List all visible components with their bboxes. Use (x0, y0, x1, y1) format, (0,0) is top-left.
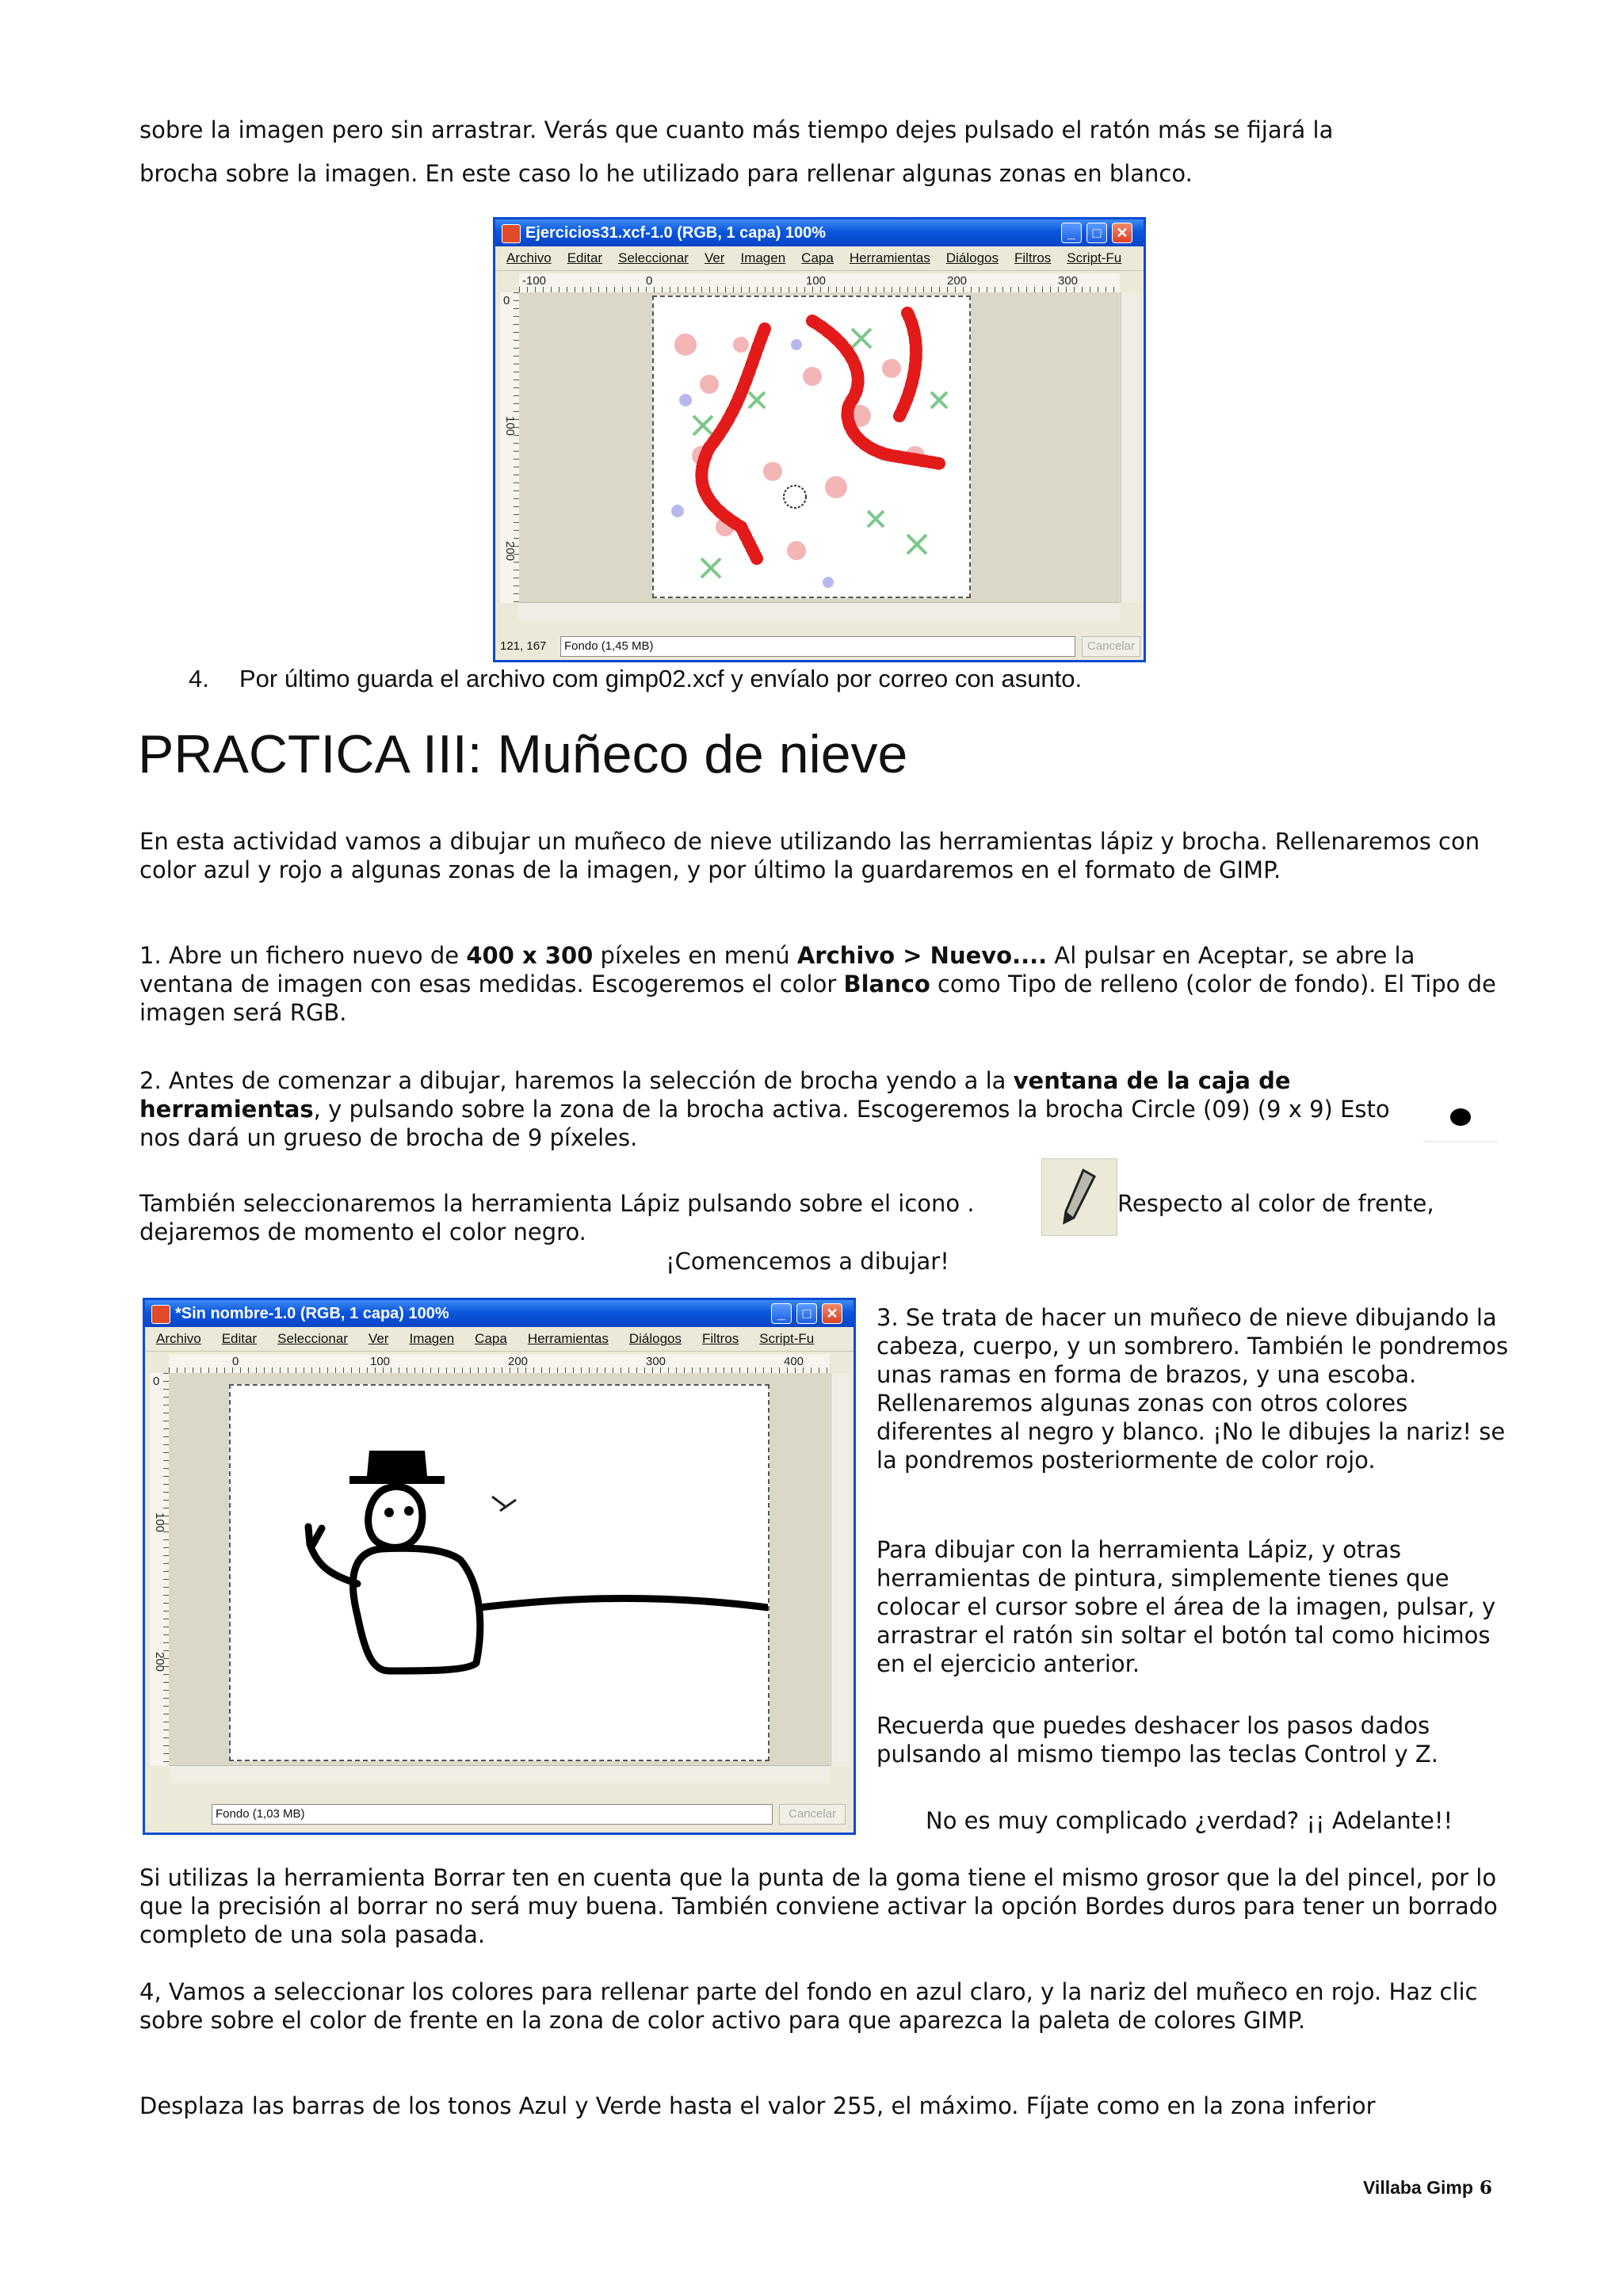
menu-herramientas[interactable]: Herramientas (527, 1331, 609, 1346)
pencil-howto-paragraph: Para dibujar con la herramienta Lápiz, y otras herramientas de pintura, simplemente tienes que colocar el cursor sobre el área de la imagen, pulsar, y arrastrar el ratón sin soltar el botón tal como hicimos en el ejercicio anterior. (876, 1536, 1496, 1677)
page-number: 6 (1479, 2177, 1492, 2199)
ruler-label: 400 (784, 1355, 804, 1368)
menu-capa[interactable]: Capa (801, 250, 834, 265)
minimize-icon[interactable]: _ (1061, 223, 1082, 243)
ruler-label: 100 (153, 1512, 166, 1533)
window-titlebar (495, 219, 1144, 246)
image-canvas-snowman[interactable] (229, 1384, 769, 1761)
vertical-scrollbar[interactable] (1121, 292, 1139, 603)
prev-step-text: Por último guarda el archivo com gimp02.xcf y envíalo por correo con asunto. (239, 665, 1083, 692)
menu-archivo[interactable]: Archivo (156, 1331, 201, 1346)
footer-label: Villaba Gimp (1363, 2177, 1473, 2198)
menu-imagen[interactable]: Imagen (740, 250, 786, 265)
menu-script-fu[interactable]: Script-Fu (1067, 250, 1122, 265)
step-1-text: píxeles en menú (593, 942, 797, 969)
step-1-text: Al pulsar en Aceptar, se abre la ventana de imagen con esas medidas. Escogeremos el color (139, 942, 1415, 997)
menu-seleccionar[interactable]: Seleccionar (277, 1331, 348, 1346)
ruler-label: 300 (1058, 274, 1079, 288)
step-4-paragraph: 4, Vamos a seleccionar los colores para rellenar parte del fondo en azul claro, y la nariz del muñeco en rojo. Haz clic sobre sobre el color de frente en la zona de color activo para que aparezca la paleta de colores GIMP. (139, 1978, 1478, 2034)
menu-dialogos[interactable]: Diálogos (628, 1331, 682, 1346)
step-1-fill-color: Blanco (843, 971, 930, 997)
menu-seleccionar[interactable]: Seleccionar (618, 250, 689, 265)
menu-ver[interactable]: Ver (704, 250, 725, 265)
step-2-paragraph (139, 1066, 1415, 1152)
cancel-button[interactable]: Cancelar (779, 1804, 846, 1825)
page-title: PRACTICA III: Muñeco de nieve (138, 724, 908, 784)
pencil-tool-icon[interactable] (1041, 1158, 1117, 1236)
minimize-icon[interactable]: _ (771, 1303, 792, 1324)
step-1-text: 1. Abre un fichero nuevo de (139, 942, 467, 969)
ruler-label: 100 (806, 274, 827, 288)
vertical-scrollbar[interactable] (831, 1373, 849, 1766)
undo-tip-paragraph: Recuerda que puedes deshacer los pasos dados pulsando al mismo tiempo las teclas Control y Z. (876, 1712, 1439, 1768)
canvas-area[interactable] (169, 1373, 830, 1766)
gimp-app-icon (151, 1305, 170, 1324)
ruler-label: 200 (153, 1652, 166, 1672)
ruler-label: 200 (947, 274, 968, 288)
menu-ver[interactable]: Ver (368, 1331, 389, 1346)
eraser-paragraph: Si utilizas la herramienta Borrar ten en cuenta que la punta de la goma tiene el mismo grosor que la del pincel, por lo que la precisión al borrar no será muy buena. También conviene activar la opción Bordes duros para tener un borrado completo de una sola pasada. (139, 1864, 1498, 1948)
window-title: *Sin nombre-1.0 (RGB, 1 capa) 100% (175, 1305, 449, 1322)
maximize-icon[interactable]: □ (796, 1303, 817, 1324)
menu-capa[interactable]: Capa (475, 1331, 507, 1346)
prev-step-number: 4. (189, 665, 209, 692)
window-titlebar (145, 1300, 854, 1327)
menu-archivo[interactable]: Archivo (506, 250, 552, 265)
cancel-button[interactable]: Cancelar (1082, 636, 1140, 657)
menu-filtros[interactable]: Filtros (1014, 250, 1052, 265)
vertical-ruler[interactable] (150, 1373, 170, 1766)
step-1-paragraph (139, 941, 1503, 1027)
window-title: Ejercicios31.xcf-1.0 (RGB, 1 capa) 100% (525, 224, 827, 242)
ruler-label: 0 (232, 1355, 239, 1368)
status-field: Fondo (1,03 MB) (212, 1804, 773, 1825)
ruler-label: 200 (508, 1355, 529, 1368)
pencil-para-line-1b: Respecto al color de frente, (1117, 1190, 1434, 1217)
step-2-text: 2. Antes de comenzar a dibujar, haremos la selección de brocha yendo a la (139, 1067, 1014, 1094)
ruler-label: 0 (646, 274, 653, 288)
step-1-size: 400 x 300 (466, 942, 594, 969)
vertical-ruler[interactable] (500, 292, 520, 603)
ruler-label: 100 (503, 416, 517, 437)
intro-line-1: sobre la imagen pero sin arrastrar. Verás que cuanto más tiempo dejes pulsado el ratón más se fijará la (139, 116, 1334, 143)
ruler-label: 0 (153, 1375, 160, 1388)
image-canvas-flowers[interactable] (652, 296, 971, 598)
horizontal-scrollbar[interactable] (169, 1765, 830, 1783)
flower-brush-image (654, 297, 969, 597)
step-1-text: como Tipo de relleno (color de fondo). El Tipo de imagen será RGB. (139, 971, 1496, 1026)
snowman-drawing (231, 1386, 768, 1760)
brush-preview-icon (1423, 1097, 1498, 1142)
horizontal-scrollbar[interactable] (519, 602, 1120, 620)
menu-imagen[interactable]: Imagen (409, 1331, 455, 1346)
intro-line-2: brocha sobre la imagen. En este caso lo he utilizado para rellenar algunas zonas en blanco. (139, 160, 1193, 187)
step-2-toolbox: ventana de la caja de herramientas (139, 1067, 1291, 1123)
ruler-label: 200 (503, 541, 517, 562)
step-1-menu-path: Archivo > Nuevo.... (796, 942, 1048, 969)
step-3-paragraph: 3. Se trata de hacer un muñeco de nieve dibujando la cabeza, cuerpo, y un sombrero. También le pondremos unas ramas en forma de brazos, y una escoba. Rellenaremos algunas zonas con otros colores diferentes al negro y blanco. ¡No le dibujes la nariz! se la pondremos posteriormente de color rojo. (876, 1304, 1509, 1474)
ruler-label: 300 (646, 1355, 666, 1368)
horizontal-ruler[interactable] (519, 273, 1120, 293)
status-bar (495, 633, 1144, 660)
pencil-para-line-2: dejaremos de momento el color negro. (139, 1219, 586, 1245)
pencil-para-line-1: También seleccionaremos la herramienta Lápiz pulsando sobre el icono . (139, 1190, 975, 1217)
adelante-line: No es muy complicado ¿verdad? ¡¡ Adelante!! (926, 1807, 1453, 1834)
menu-editar[interactable]: Editar (567, 250, 603, 265)
status-field: Fondo (1,45 MB) (560, 636, 1075, 657)
close-icon[interactable]: ✕ (1112, 223, 1132, 243)
ruler-label: 0 (503, 294, 510, 307)
comencemos-line: ¡Comencemos a dibujar! (666, 1248, 949, 1275)
canvas-area[interactable] (519, 292, 1120, 603)
status-bar (145, 1796, 854, 1833)
ruler-label: -100 (522, 274, 547, 288)
horizontal-ruler[interactable] (169, 1354, 830, 1374)
menu-bar (145, 1327, 854, 1352)
menu-filtros[interactable]: Filtros (702, 1331, 739, 1346)
pointer-coords: 121, 167 (500, 639, 547, 653)
menu-script-fu[interactable]: Script-Fu (759, 1331, 815, 1346)
menu-editar[interactable]: Editar (221, 1331, 258, 1346)
last-paragraph: Desplaza las barras de los tonos Azul y Verde hasta el valor 255, el máximo. Fíjate como en la zona inferior (139, 2092, 1376, 2119)
ruler-label: 100 (370, 1355, 391, 1368)
page-footer (1363, 2177, 1492, 2199)
menu-dialogos[interactable]: Diálogos (945, 250, 999, 265)
maximize-icon[interactable]: □ (1086, 223, 1107, 243)
step-2-text: , y pulsando sobre la zona de la brocha activa. Escogeremos la brocha Circle (09) (9 x 9) Esto nos dará un grueso de brocha de 9 píxeles. (139, 1096, 1390, 1151)
close-icon[interactable]: ✕ (822, 1303, 842, 1324)
menu-herramientas[interactable]: Herramientas (849, 250, 930, 265)
gimp-window-sin-nombre (143, 1298, 856, 1835)
gimp-window-ejercicios (493, 217, 1146, 662)
menu-bar (495, 246, 1144, 271)
intro-paragraph: En esta actividad vamos a dibujar un muñeco de nieve utilizando las herramientas lápiz y brocha. Rellenaremos con color azul y rojo a algunas zonas de la imagen, y por último la guardaremos en el formato de GIMP. (139, 828, 1480, 883)
gimp-app-icon (502, 224, 521, 243)
